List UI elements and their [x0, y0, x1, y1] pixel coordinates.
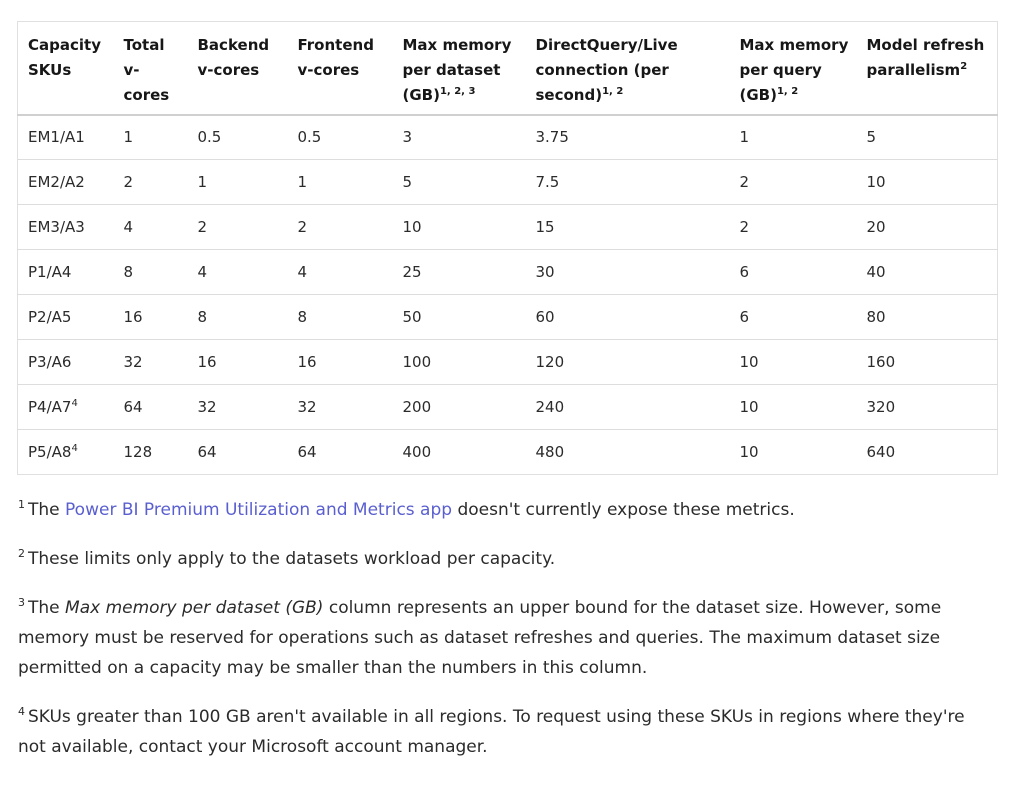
table-header-row [18, 22, 998, 115]
header-max-memory-per-dataset: Max memory per dataset (GB)$^{1, 2, 3}$ [393, 22, 526, 115]
footnote-ref: 4 [71, 443, 78, 454]
cell-backend-vcores: 32 [188, 385, 288, 430]
cell-max-memory-dataset: 200 [393, 385, 526, 430]
footnote-ref: 1, 2 [602, 86, 624, 97]
cell-frontend-vcores: 2 [288, 205, 393, 250]
header-directquery-live-connection: DirectQuery/Live connection (per second)$^{1, 2}$ [526, 22, 730, 115]
cell-sku: $P4/A7^4$ [18, 385, 114, 430]
cell-refresh-parallelism: 40 [857, 250, 998, 295]
footnote-4: $^4$ SKUs greater than 100 GB aren't available in all regions. To request using these SKUs in regions where they're not available, contact your Microsoft account manager. [18, 705, 965, 757]
table-row [18, 205, 998, 250]
cell-refresh-parallelism: 5 [866, 128, 877, 147]
cell-backend-vcores: 16 [188, 340, 288, 385]
cell-max-memory-query: 10 [730, 430, 857, 475]
cell-max-memory-dataset: 400 [393, 430, 526, 475]
cell-refresh-parallelism: 640 [857, 430, 998, 475]
cell-refresh-parallelism: 20 [857, 205, 998, 250]
cell-max-memory-dataset: 100 [393, 340, 526, 385]
footnote-2: $^2$ These limits only apply to the datasets workload per capacity. [18, 547, 556, 569]
cell-frontend-vcores: 16 [288, 340, 393, 385]
cell-frontend-vcores: 0.5 [297, 128, 322, 147]
cell-max-memory-query: 2 [730, 205, 857, 250]
cell-total-vcores: 1 [123, 128, 134, 147]
cell-sku: P3/A6 [18, 340, 114, 385]
cell-sku: P2/A5 [18, 295, 114, 340]
header-model-refresh-parallelism: Model refresh parallelism$^2$ [857, 22, 998, 115]
cell-total-vcores: 8 [114, 250, 188, 295]
cell-backend-vcores: 0.5 [197, 128, 222, 147]
cell-total-vcores: 64 [114, 385, 188, 430]
cell-directquery: 15 [526, 205, 730, 250]
cell-refresh-parallelism: 320 [857, 385, 998, 430]
cell-directquery: 30 [526, 250, 730, 295]
table-row [18, 430, 998, 475]
cell-total-vcores: 16 [114, 295, 188, 340]
cell-max-memory-query: 1 [739, 128, 750, 147]
cell-total-vcores: 4 [114, 205, 188, 250]
cell-max-memory-query: 2 [730, 160, 857, 205]
footnote-ref: 1, 2 [776, 86, 799, 97]
cell-total-vcores: 128 [114, 430, 188, 475]
utilization-metrics-app-link[interactable]: Power BI Premium Utilization and Metrics app [65, 500, 453, 520]
cell-max-memory-dataset: 50 [393, 295, 526, 340]
header-total-vcores: Total v-cores [114, 22, 188, 115]
footnote-3: $^3$ The Max memory per dataset (GB) column represents an upper bound for the dataset size. However, some memory must be reserved for operations such as dataset refreshes and queries. The maximum dataset size permitted on a capacity may be smaller than the numbers in this column. [18, 596, 942, 678]
cell-directquery: 3.75 [535, 128, 569, 147]
cell-frontend-vcores: 64 [288, 430, 393, 475]
table-row [18, 340, 998, 385]
cell-max-memory-query: 10 [730, 340, 857, 385]
cell-max-memory-query: 6 [730, 295, 857, 340]
cell-sku: $P5/A8^4$ [18, 430, 114, 475]
cell-total-vcores: 32 [114, 340, 188, 385]
cell-backend-vcores: 64 [188, 430, 288, 475]
cell-frontend-vcores: 32 [288, 385, 393, 430]
cell-sku: EM2/A2 [18, 160, 114, 205]
cell-backend-vcores: 8 [188, 295, 288, 340]
cell-max-memory-dataset: 5 [393, 160, 526, 205]
cell-max-memory-dataset: 10 [393, 205, 526, 250]
cell-directquery: 7.5 [526, 160, 730, 205]
cell-backend-vcores: 1 [188, 160, 288, 205]
cell-sku: P1/A4 [18, 250, 114, 295]
cell-directquery: 240 [526, 385, 730, 430]
header-backend-vcores: Backend v-cores [188, 22, 288, 115]
cell-max-memory-query: 10 [730, 385, 857, 430]
cell-backend-vcores: 2 [188, 205, 288, 250]
cell-frontend-vcores: 4 [288, 250, 393, 295]
table-body [18, 115, 998, 475]
table-row [18, 160, 998, 205]
capacity-skus-table [17, 21, 998, 475]
footnote-ref: 2 [960, 61, 968, 72]
cell-max-memory-query: 6 [730, 250, 857, 295]
cell-max-memory-dataset: 3 [402, 128, 413, 147]
cell-sku: EM1/A1 [28, 128, 85, 147]
table-row [18, 250, 998, 295]
footnote-ref: 4 [71, 398, 78, 409]
table-row [18, 115, 998, 160]
cell-sku: EM3/A3 [18, 205, 114, 250]
header-frontend-vcores: Frontend v-cores [288, 22, 393, 115]
cell-frontend-vcores: 1 [288, 160, 393, 205]
cell-backend-vcores: 4 [188, 250, 288, 295]
cell-directquery: 60 [526, 295, 730, 340]
table-row [18, 295, 998, 340]
cell-directquery: 120 [526, 340, 730, 385]
header-max-memory-per-query: Max memory per query (GB)$^{1, 2}$ [730, 22, 857, 115]
footnotes [18, 495, 993, 781]
cell-frontend-vcores: 8 [288, 295, 393, 340]
footnote-ref: 1, 2, 3 [439, 86, 476, 97]
cell-directquery: 480 [526, 430, 730, 475]
cell-total-vcores: 2 [114, 160, 188, 205]
footnote-1: $^1$ The Power BI Premium Utilization and Metrics app doesn't currently expose these metrics. [18, 498, 795, 520]
header-capacity-skus: Capacity SKUs [18, 22, 114, 115]
cell-refresh-parallelism: 80 [857, 295, 998, 340]
cell-max-memory-dataset: 25 [393, 250, 526, 295]
table-row [18, 385, 998, 430]
cell-refresh-parallelism: 10 [857, 160, 998, 205]
cell-refresh-parallelism: 160 [857, 340, 998, 385]
